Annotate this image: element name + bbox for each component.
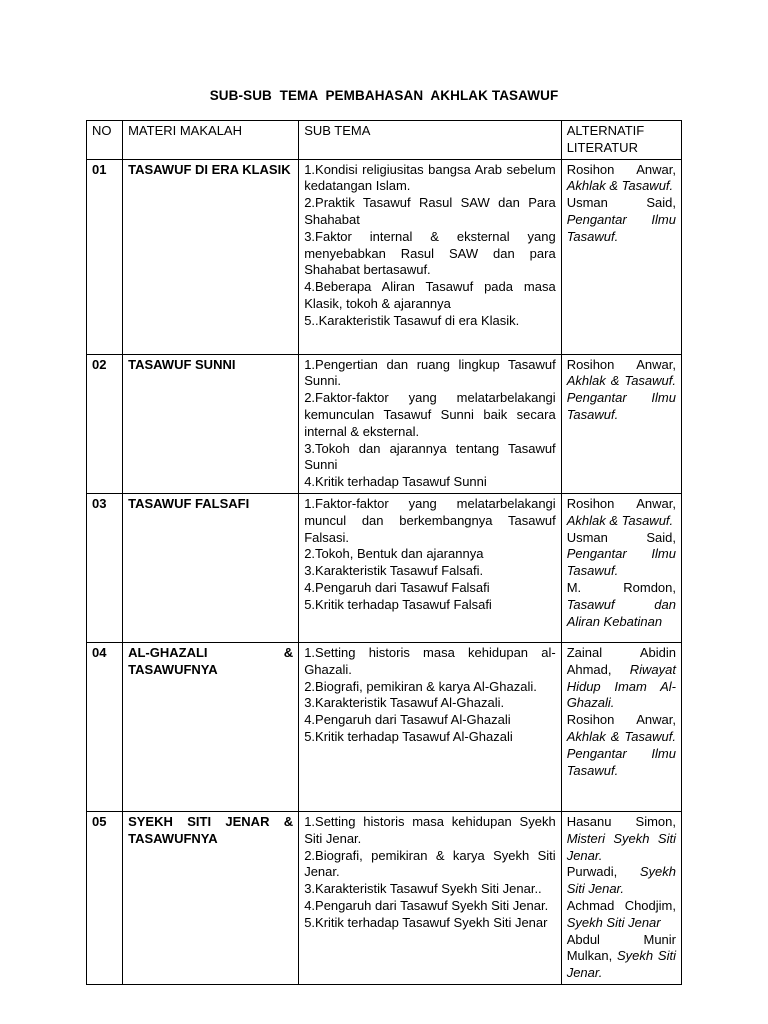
sub-tema-item: 5..Karakteristik Tasawuf di era Klasik. — [304, 312, 520, 328]
row-number: 04 — [87, 642, 123, 811]
sub-tema-item: 3.Karakteristik Tasawuf Falsafi. — [304, 563, 484, 579]
literatur-title: Misteri Syekh Siti Jenar. — [566, 830, 676, 863]
materi-makalah: SYEKH SITI JENAR & TASAWUFNYA — [123, 811, 299, 984]
sub-tema-cell — [299, 493, 562, 642]
table-row — [87, 811, 682, 984]
literatur-author: Achmad Chodjim, — [566, 897, 676, 913]
literatur-entry — [567, 162, 676, 196]
literatur-author: Purwadi, — [566, 864, 640, 880]
table-header-row — [87, 121, 682, 160]
header-no: NO — [87, 121, 123, 160]
header-literatur: ALTERNATIF LITERATUR — [561, 121, 681, 160]
sub-tema-item: 4.Kritik terhadap Tasawuf Sunni — [304, 474, 487, 490]
sub-tema-item: 3.Karakteristik Tasawuf Syekh Siti Jenar.. — [304, 881, 542, 897]
sub-tema-cell — [299, 811, 562, 984]
literatur-entry — [567, 357, 676, 424]
materi-makalah: TASAWUF FALSAFI — [123, 493, 299, 642]
literatur-title: Akhlak & Tasawuf. Pengantar Ilmu Tasawuf. — [566, 373, 676, 422]
literatur-title: Pengantar Ilmu Tasawuf. — [566, 211, 676, 244]
row-number: 02 — [87, 354, 123, 493]
table-row — [87, 642, 682, 811]
literatur-entry — [567, 496, 676, 530]
literatur-author: Rosihon Anwar, — [566, 712, 676, 728]
sub-tema-item: 2.Tokoh, Bentuk dan ajarannya — [304, 546, 484, 562]
literatur-author: Usman Said, — [566, 529, 676, 545]
literatur-entry — [567, 580, 676, 630]
literatur-title: Syekh Siti Jenar. — [566, 948, 676, 981]
table-row — [87, 159, 682, 354]
sub-tema-item: 3.Tokoh dan ajarannya tentang Tasawuf Sunni — [304, 440, 556, 473]
sub-tema-item: 4.Pengaruh dari Tasawuf Al-Ghazali — [304, 712, 511, 728]
sub-tema-item: 4.Pengaruh dari Tasawuf Falsafi — [304, 579, 490, 595]
sub-tema-item: 2.Praktik Tasawuf Rasul SAW dan Para Shahabat — [304, 195, 556, 227]
literatur-entry — [567, 645, 676, 712]
sub-tema-item: 5.Kritik terhadap Tasawuf Syekh Siti Jenar — [304, 914, 548, 930]
literatur-author: Usman Said, — [566, 195, 676, 211]
sub-tema-item: 1.Setting historis masa kehidupan Syekh Siti Jenar. — [304, 813, 556, 846]
literatur-entry — [567, 195, 676, 245]
literatur-entry — [567, 932, 676, 982]
literatur-author: Abdul Munir Mulkan, — [566, 931, 676, 964]
topics-table — [86, 120, 682, 985]
row-number: 05 — [87, 811, 123, 984]
literatur-title: Akhlak & Tasawuf. — [566, 512, 674, 528]
sub-tema-item: 3.Faktor internal & eksternal yang menyebabkan Rasul SAW dan para Shahabat bertasawuf. — [304, 228, 556, 278]
literatur-author: Rosihon Anwar, — [566, 495, 676, 511]
literatur-cell — [561, 354, 681, 493]
literatur-entry — [567, 864, 676, 898]
header-materi: MATERI MAKALAH — [123, 121, 299, 160]
materi-makalah: TASAWUF DI ERA KLASIK — [123, 159, 299, 354]
literatur-entry — [567, 712, 676, 779]
sub-tema-item: 1.Kondisi religiusitas bangsa Arab sebelum kedatangan Islam. — [304, 161, 556, 194]
sub-tema-item: 5.Kritik terhadap Tasawuf Falsafi — [304, 596, 492, 612]
header-sub-tema: SUB TEMA — [299, 121, 562, 160]
sub-tema-item: 5.Kritik terhadap Tasawuf Al-Ghazali — [304, 728, 513, 744]
literatur-title: Pengantar Ilmu Tasawuf. — [566, 546, 676, 579]
sub-tema-item: 2.Biografi, pemikiran & karya Al-Ghazali. — [304, 678, 537, 694]
sub-tema-cell — [299, 354, 562, 493]
literatur-entry — [567, 530, 676, 580]
materi-makalah: AL-GHAZALI & TASAWUFNYA — [123, 642, 299, 811]
literatur-title: Riwayat Hidup Imam Al-Ghazali. — [566, 661, 676, 711]
literatur-author: Zainal Abidin Ahmad, — [566, 644, 676, 677]
literatur-title: Syekh Siti Jenar. — [566, 864, 676, 897]
sub-tema-item: 3.Karakteristik Tasawuf Al-Ghazali. — [304, 695, 505, 711]
literatur-author: M. Romdon, — [566, 579, 676, 595]
sub-tema-item: 1.Pengertian dan ruang lingkup Tasawuf Sunni. — [304, 356, 556, 389]
literatur-entry — [567, 814, 676, 864]
sub-tema-item: 1.Faktor-faktor yang melatarbelakangi muncul dan berkembangnya Tasawuf Falsasi. — [304, 495, 556, 545]
sub-tema-cell — [299, 642, 562, 811]
literatur-author: Rosihon Anwar, — [566, 161, 676, 177]
literatur-entry — [567, 898, 676, 932]
literatur-cell — [561, 642, 681, 811]
sub-tema-item: 2.Biografi, pemikiran & karya Syekh Siti Jenar. — [304, 847, 556, 880]
literatur-author: Rosihon Anwar, — [566, 356, 676, 372]
literatur-cell — [561, 493, 681, 642]
literatur-cell — [561, 811, 681, 984]
literatur-title: Akhlak & Tasawuf. — [566, 178, 674, 194]
materi-makalah: TASAWUF SUNNI — [123, 354, 299, 493]
document-title: SUB-SUB TEMA PEMBAHASAN AKHLAK TASAWUF — [209, 88, 559, 103]
row-number: 01 — [87, 159, 123, 354]
sub-tema-item: 2.Faktor-faktor yang melatarbelakangi kemunculan Tasawuf Sunni baik secara internal & eksternal. — [304, 390, 556, 439]
literatur-title: Tasawuf dan Aliran Kebatinan — [566, 596, 676, 629]
sub-tema-item: 1.Setting historis masa kehidupan al-Ghazali. — [304, 644, 556, 677]
literatur-cell — [561, 159, 681, 354]
literatur-title: Syekh Siti Jenar — [566, 914, 661, 930]
literatur-title: Akhlak & Tasawuf. Pengantar Ilmu Tasawuf. — [566, 728, 676, 778]
sub-tema-item: 4.Beberapa Aliran Tasawuf pada masa Klasik, tokoh & ajarannya — [304, 279, 556, 311]
sub-tema-item: 4.Pengaruh dari Tasawuf Syekh Siti Jenar. — [304, 897, 549, 913]
table-row — [87, 493, 682, 642]
sub-tema-cell — [299, 159, 562, 354]
row-number: 03 — [87, 493, 123, 642]
table-row — [87, 354, 682, 493]
literatur-author: Hasanu Simon, — [566, 813, 676, 829]
